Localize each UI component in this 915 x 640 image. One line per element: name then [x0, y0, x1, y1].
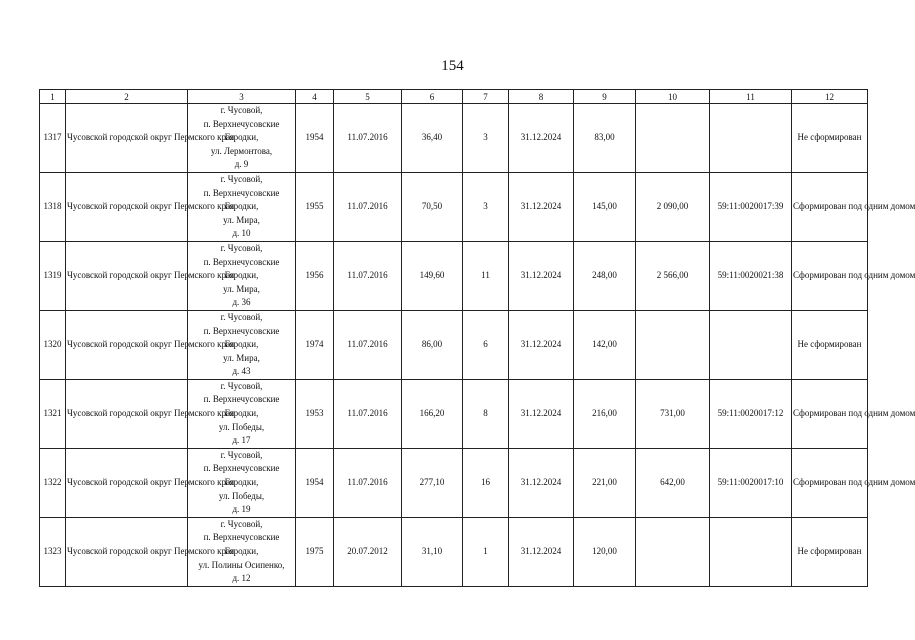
address-line: ул. Победы, — [218, 490, 265, 501]
municipality-cell: Чусовской городской округ Пермского края — [66, 241, 188, 310]
address-line: Городки, — [224, 408, 259, 419]
deadline-cell: 31.12.2024 — [509, 172, 574, 241]
municipality-cell: Чусовской городской округ Пермского края — [66, 104, 188, 173]
area-cell: 277,10 — [402, 448, 463, 517]
address-line: ул. Мира, — [223, 283, 260, 294]
date-cell: 11.07.2016 — [334, 379, 402, 448]
address-line: д. 19 — [232, 504, 251, 515]
land-status-cell: Не сформирован — [792, 310, 868, 379]
area-cell: 166,20 — [402, 379, 463, 448]
header-cell: 7 — [463, 90, 509, 104]
deadline-cell: 31.12.2024 — [509, 379, 574, 448]
land-status-cell: Сформирован под одним домом — [792, 448, 868, 517]
area2-cell: 142,00 — [574, 310, 636, 379]
address-line: Городки, — [224, 477, 259, 488]
land-status-cell: Сформирован под одним домом — [792, 241, 868, 310]
date-cell: 11.07.2016 — [334, 241, 402, 310]
address-line: г. Чусовой, — [220, 105, 263, 115]
municipality-cell: Чусовской городской округ Пермского края — [66, 172, 188, 241]
address-line: д. 17 — [232, 435, 251, 446]
row-number-cell: 1323 — [40, 517, 66, 586]
residents-count-cell: 3 — [463, 172, 509, 241]
area-cell: 86,00 — [402, 310, 463, 379]
header-cell: 1 — [40, 90, 66, 104]
housing-registry-table — [39, 89, 915, 587]
deadline-cell: 31.12.2024 — [509, 104, 574, 173]
year-cell: 1954 — [296, 104, 334, 173]
municipality-cell: Чусовской городской округ Пермского края — [66, 379, 188, 448]
header-cell: 5 — [334, 90, 402, 104]
address-line: Городки, — [224, 270, 259, 281]
header-row — [40, 90, 868, 104]
row-number-cell: 1322 — [40, 448, 66, 517]
municipality-cell: Чусовской городской округ Пермского края — [66, 448, 188, 517]
row-number-cell: 1321 — [40, 379, 66, 448]
residents-count-cell: 16 — [463, 448, 509, 517]
table-body — [40, 104, 915, 587]
address-line: ул. Мира, — [223, 214, 260, 225]
land-status-cell: Не сформирован — [792, 104, 868, 173]
address-line: ул. Лермонтова, — [210, 145, 273, 156]
address-line: г. Чусовой, — [220, 380, 263, 391]
header-cell: 12 — [792, 90, 868, 104]
address-line: п. Верхнечусовские — [203, 256, 280, 267]
address-line: г. Чусовой, — [220, 518, 263, 529]
address-line: п. Верхнечусовские — [203, 532, 280, 543]
row-number-cell: 1318 — [40, 172, 66, 241]
table-row — [40, 104, 868, 173]
address-line: ул. Мира, — [223, 352, 260, 363]
area2-cell: 145,00 — [574, 172, 636, 241]
address-line: п. Верхнечусовские — [203, 325, 280, 336]
land-status-cell: Сформирован под одним домом — [792, 172, 868, 241]
header-cell: 11 — [710, 90, 792, 104]
area2-cell: 221,00 — [574, 448, 636, 517]
deadline-cell: 31.12.2024 — [509, 310, 574, 379]
cadastral-number-cell: 59:11:0020017:10 — [710, 448, 792, 517]
address-line: Городки, — [224, 132, 259, 143]
cadastral-number-cell: 59:11:0020017:39 — [710, 172, 792, 241]
address-line: д. 36 — [232, 297, 251, 308]
year-cell: 1953 — [296, 379, 334, 448]
address-line: г. Чусовой, — [220, 173, 263, 184]
address-line: д. 43 — [232, 366, 251, 377]
deadline-cell: 31.12.2024 — [509, 448, 574, 517]
land-area-cell: 2 090,00 — [636, 172, 710, 241]
year-cell: 1956 — [296, 241, 334, 310]
date-cell: 11.07.2016 — [334, 310, 402, 379]
address-line: д. 10 — [232, 228, 251, 239]
address-line: Городки, — [224, 201, 259, 212]
municipality-cell: Чусовской городской округ Пермского края — [66, 310, 188, 379]
address-line: Городки, — [224, 546, 259, 556]
cadastral-number-cell: 59:11:0020021:38 — [710, 241, 792, 310]
land-status-cell: Сформирован под одним домом — [792, 379, 868, 448]
residents-count-cell: 8 — [463, 379, 509, 448]
area-cell: 31,10 — [402, 517, 463, 586]
cadastral-number-cell — [710, 104, 792, 173]
area2-cell: 248,00 — [574, 241, 636, 310]
land-area-cell: 2 566,00 — [636, 241, 710, 310]
address-line: п. Верхнечусовские — [203, 118, 280, 129]
deadline-cell: 31.12.2024 — [509, 241, 574, 310]
land-area-cell — [636, 517, 710, 586]
land-area-cell: 731,00 — [636, 379, 710, 448]
land-area-cell: 642,00 — [636, 448, 710, 517]
land-area-cell — [636, 104, 710, 173]
header-cell: 10 — [636, 90, 710, 104]
address-line: ул. Полины Осипенко, — [198, 559, 285, 570]
area-cell: 149,60 — [402, 241, 463, 310]
page-number: 154 — [441, 58, 464, 74]
residents-count-cell: 6 — [463, 310, 509, 379]
row-number-cell: 1319 — [40, 241, 66, 310]
address-line: д. 9 — [234, 159, 249, 170]
row-number-cell: 1317 — [40, 104, 66, 173]
header-cell: 4 — [296, 90, 334, 104]
cadastral-number-cell — [710, 310, 792, 379]
header-cell: 6 — [402, 90, 463, 104]
year-cell: 1975 — [296, 517, 334, 586]
header-cell: 3 — [188, 90, 296, 104]
area2-cell: 120,00 — [574, 517, 636, 586]
year-cell: 1955 — [296, 172, 334, 241]
header-cell: 9 — [574, 90, 636, 104]
year-cell: 1954 — [296, 448, 334, 517]
address-line: п. Верхнечусовские — [203, 463, 280, 474]
address-line: г. Чусовой, — [220, 311, 263, 322]
address-line: д. 12 — [232, 573, 251, 584]
table-row — [40, 379, 868, 448]
address-line: ул. Победы, — [218, 421, 265, 432]
date-cell: 11.07.2016 — [334, 104, 402, 173]
address-line: п. Верхнечусовские — [203, 187, 280, 198]
table-row — [40, 448, 868, 517]
address-line: Городки, — [224, 339, 259, 350]
table-row — [40, 517, 868, 586]
table-row — [40, 310, 868, 379]
area2-cell: 216,00 — [574, 379, 636, 448]
date-cell: 11.07.2016 — [334, 448, 402, 517]
date-cell: 11.07.2016 — [334, 172, 402, 241]
land-status-cell: Не сформирован — [792, 517, 868, 586]
cadastral-number-cell — [710, 517, 792, 586]
area2-cell: 83,00 — [574, 104, 636, 173]
residents-count-cell: 3 — [463, 104, 509, 173]
residents-count-cell: 1 — [463, 517, 509, 586]
date-cell: 20.07.2012 — [334, 517, 402, 586]
residents-count-cell: 11 — [463, 241, 509, 310]
table-row — [40, 241, 868, 310]
header-cell: 8 — [509, 90, 574, 104]
deadline-cell: 31.12.2024 — [509, 517, 574, 586]
row-number-cell: 1320 — [40, 310, 66, 379]
table-row — [40, 172, 868, 241]
year-cell: 1974 — [296, 310, 334, 379]
address-line: п. Верхнечусовские — [203, 394, 280, 405]
header-cell: 2 — [66, 90, 188, 104]
address-line: г. Чусовой, — [220, 242, 263, 253]
address-line: г. Чусовой, — [220, 449, 263, 460]
area-cell: 36,40 — [402, 104, 463, 173]
municipality-cell: Чусовской городской округ Пермского края — [66, 517, 188, 586]
land-area-cell — [636, 310, 710, 379]
area-cell: 70,50 — [402, 172, 463, 241]
table-header — [40, 90, 868, 104]
cadastral-number-cell: 59:11:0020017:12 — [710, 379, 792, 448]
